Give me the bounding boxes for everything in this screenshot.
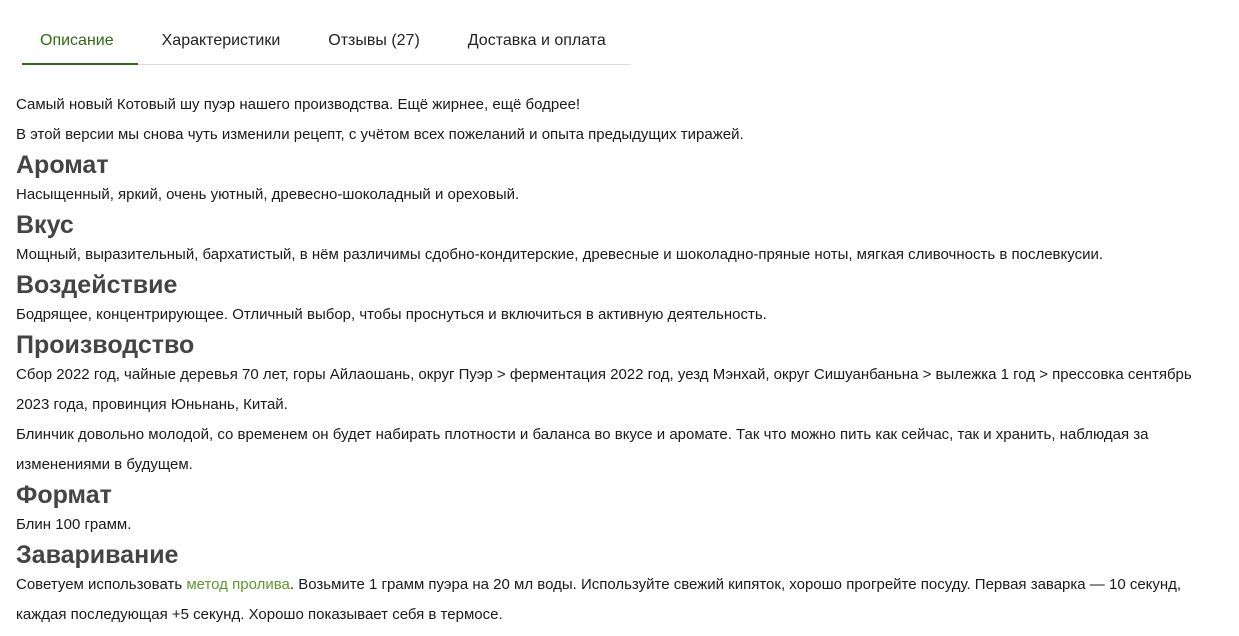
pour-method-link[interactable]: метод пролива bbox=[186, 576, 290, 593]
aroma-text: Насыщенный, яркий, очень уютный, древесно-шоколадный и ореховый. bbox=[16, 186, 520, 203]
format-heading: Формат bbox=[16, 481, 112, 509]
aroma-heading: Аромат bbox=[16, 151, 109, 179]
brewing-text-prefix: Советуем использовать bbox=[16, 576, 187, 593]
description-content bbox=[16, 90, 1226, 630]
intro-paragraph-2: В этой версии мы снова чуть изменили рецепт, с учётом всех пожеланий и опыта предыдущих тиражей. bbox=[16, 126, 744, 143]
effect-heading: Воздействие bbox=[16, 271, 178, 299]
effect-text: Бодрящее, концентрирующее. Отличный выбор, чтобы проснуться и включиться в активную деятельность. bbox=[16, 306, 767, 323]
format-text: Блин 100 грамм. bbox=[16, 516, 132, 533]
product-tabs bbox=[22, 18, 631, 65]
intro-paragraph-1: Самый новый Котовый шу пуэр нашего производства. Ещё жирнее, ещё бодрее! bbox=[16, 96, 581, 113]
tab-delivery-payment[interactable]: Доставка и оплата bbox=[467, 32, 606, 49]
brewing-text-suffix: . Возьмите 1 грамм пуэра на 20 мл воды. Используйте свежий кипяток, хорошо прогрейте посуду. Первая заварка — 10 секунд, каждая последующая +5 секунд. Хорошо показывает себя в термосе. bbox=[16, 576, 1182, 623]
tab-characteristics[interactable]: Характеристики bbox=[161, 32, 281, 49]
tab-description[interactable]: Описание bbox=[22, 18, 138, 65]
production-text-2: Блинчик довольно молодой, со временем он будет набирать плотности и баланса во вкусе и аромате. Так что можно пить как сейчас, так и хранить, наблюдая за изменениями в будущем. bbox=[16, 426, 1149, 473]
taste-heading: Вкус bbox=[16, 211, 74, 239]
brewing-heading: Заваривание bbox=[16, 541, 179, 569]
production-text-1: Сбор 2022 год, чайные деревья 70 лет, горы Айлаошань, округ Пуэр > ферментация 2022 год, уезд Мэнхай, округ Сишуанбаньна > вылежка 1 год > прессовка сентябрь 2023 года, провинция Юньнань, Китай. bbox=[16, 366, 1192, 413]
production-heading: Производство bbox=[16, 331, 195, 359]
brewing-text bbox=[16, 570, 1226, 630]
taste-text: Мощный, выразительный, бархатистый, в нём различимы сдобно-кондитерские, древесные и шоколадно-пряные ноты, мягкая сливочность в послевкусии. bbox=[16, 246, 1104, 263]
tab-reviews[interactable]: Отзывы (27) bbox=[328, 32, 420, 49]
